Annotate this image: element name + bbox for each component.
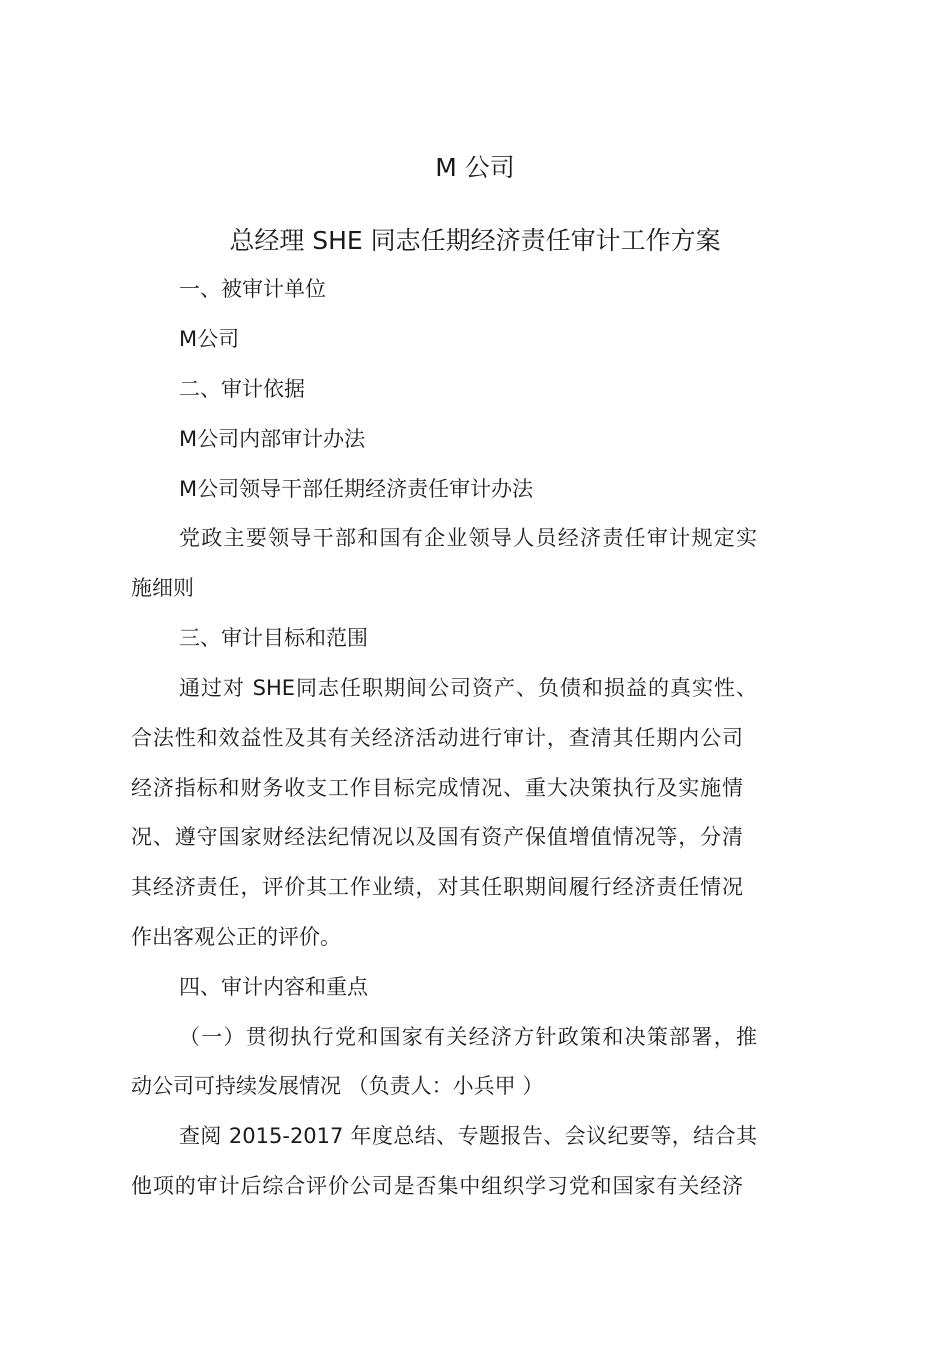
section-heading-audit-content: 四、审计内容和重点 (179, 975, 368, 999)
paragraph-line: 党政主要领导干部和国有企业领导人员经济责任审计规定实 (179, 526, 757, 550)
paragraph-line: 施细则 (131, 576, 194, 600)
section-heading-audited-unit: 一、被审计单位 (179, 277, 326, 301)
paragraph-line: M公司 (179, 327, 240, 351)
paragraph-line: M公司内部审计办法 (179, 427, 366, 451)
paragraph-line: 他项的审计后综合评价公司是否集中组织学习党和国家有关经济 (131, 1174, 743, 1198)
paragraph-line: 查阅 2015-2017 年度总结、专题报告、会议纪要等，结合其 (179, 1124, 757, 1148)
section-heading-audit-basis: 二、审计依据 (179, 377, 305, 401)
document-company-title: M 公司 (435, 153, 515, 182)
paragraph-line: （一）贯彻执行党和国家有关经济方针政策和决策部署，推 (179, 1025, 757, 1049)
paragraph-line: M公司领导干部任期经济责任审计办法 (179, 477, 534, 501)
paragraph-line: 通过对 SHE同志任职期间公司资产、负债和损益的真实性、 (179, 676, 757, 700)
document-main-title: 总经理 SHE 同志任期经济责任审计工作方案 (229, 226, 721, 255)
paragraph-line: 作出客观公正的评价。 (131, 925, 341, 949)
paragraph-line: 经济指标和财务收支工作目标完成情况、重大决策执行及实施情 (131, 776, 743, 800)
section-heading-audit-objectives: 三、审计目标和范围 (179, 626, 368, 650)
paragraph-line: 况、遵守国家财经法纪情况以及国有资产保值增值情况等，分清 (131, 825, 743, 849)
paragraph-line: 动公司可持续发展情况 （负责人：小兵甲 ） (131, 1074, 544, 1098)
paragraph-line: 其经济责任，评价其工作业绩，对其任职期间履行经济责任情况 (131, 875, 743, 899)
paragraph-line: 合法性和效益性及其有关经济活动进行审计，查清其任期内公司 (131, 726, 743, 750)
